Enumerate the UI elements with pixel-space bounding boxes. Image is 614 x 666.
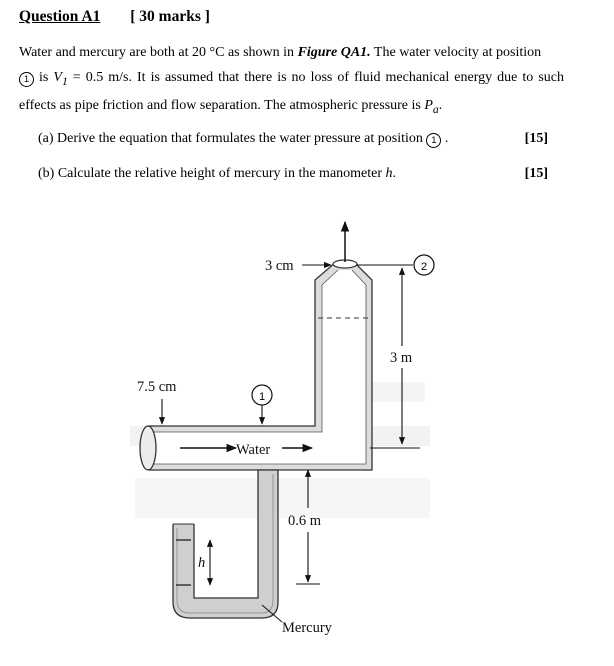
question-b-end: . [392,166,397,181]
intro-text-5: . [438,97,443,113]
question-a-end: . [441,131,449,146]
intro-text-4: = 0.5 m/s. It is assumed that there is no loss of fluid mechanical energy due to such effects as pipe friction and flow separation. The atmospheric pressure is [19,69,564,113]
intro-text-2: The water velocity at position [370,45,542,60]
question-b-variable: h [385,166,393,181]
question-a-marks: [15] [524,131,548,146]
velocity-symbol: V [53,69,62,85]
mercury-label: Mercury [282,620,332,636]
figure-reference: Figure QA1. [297,45,371,60]
drop-label: 0.6 m [288,513,322,529]
position-2-label: 2 [420,261,428,273]
question-title: Question A1 [19,8,101,25]
position-1-marker: 1 [19,72,34,87]
pipe-interior [148,270,366,464]
height-label: 3 m [390,350,413,366]
intro-text-1: Water and mercury are both at 20 °C as shown in [19,45,298,60]
question-b-text: (b) Calculate the relative height of mercury in the manometer [38,166,386,181]
velocity-subscript: 1 [61,74,68,88]
question-a-position-marker: 1 [426,133,441,148]
h-label: h [198,555,206,571]
water-label: Water [236,442,271,458]
position-1-label: 1 [258,391,266,403]
pipe-inlet [140,426,156,470]
pressure-symbol: P [424,97,433,113]
question-marks: [ 30 marks ] [130,8,210,25]
question-b-marks: [15] [524,166,548,181]
nozzle-diameter-label: 3 cm [265,258,294,274]
question-a-text: (a) Derive the equation that formulates the water pressure at position [38,131,423,146]
pipe-diameter-label: 7.5 cm [137,379,177,395]
intro-text-3: is [34,69,54,85]
pressure-subscript: a [432,102,439,116]
